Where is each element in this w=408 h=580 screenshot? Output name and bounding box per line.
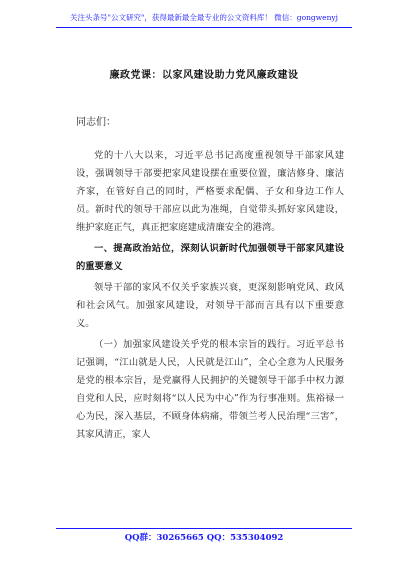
document-title: 廉政党课：以家风建设助力党风廉政建设 bbox=[109, 70, 299, 81]
paragraph-significance: 领导干部的家风不仅关乎家族兴衰，更深刻影响党风、政风和社会风气。加强家风建设，对领导干部而言具有以下重要意义。 bbox=[76, 282, 344, 329]
document-body bbox=[76, 116, 344, 447]
section-heading-1: 一、提高政治站位，深刻认识新时代加强领导干部家风建设的重要意义 bbox=[76, 243, 344, 272]
header-banner: 关注头条号"公文研究"，获得最新最全最专业的公文资料库！ 微信：gongwenyj bbox=[70, 13, 338, 22]
paragraph-point-1: （一）加强家风建设关乎党的根本宗旨的践行。习近平总书记强调，“江山就是人民，人民就是江山”，全心全意为人民服务是党的根本宗旨，是党赢得人民拥护的关键领导干部手中权力源自党和人民，应时刻将“以人民为中心”作为行事准则。焦裕禄一心为民，深入基层，不顾身体病痛，带领兰考人民治理“三害”，其家风清正，家人 bbox=[76, 339, 344, 440]
header-divider bbox=[56, 27, 352, 28]
footer-banner: QQ群：30265665 QQ：535304092 bbox=[124, 533, 284, 543]
paragraph-intro: 党的十八大以来，习近平总书记高度重视领导干部家风建设，强调领导干部要把家风建设摆在重要位置，廉洁修身、廉洁齐家，在管好自己的同时，严格要求配偶、子女和身边工作人员。新时代的领导干部应以此为准绳，自觉带头抓好家风建设，维护家庭正气，真正把家庭建成清廉安全的港湾。 bbox=[76, 150, 344, 233]
salutation: 同志们： bbox=[76, 117, 116, 128]
footer-divider bbox=[56, 528, 352, 529]
